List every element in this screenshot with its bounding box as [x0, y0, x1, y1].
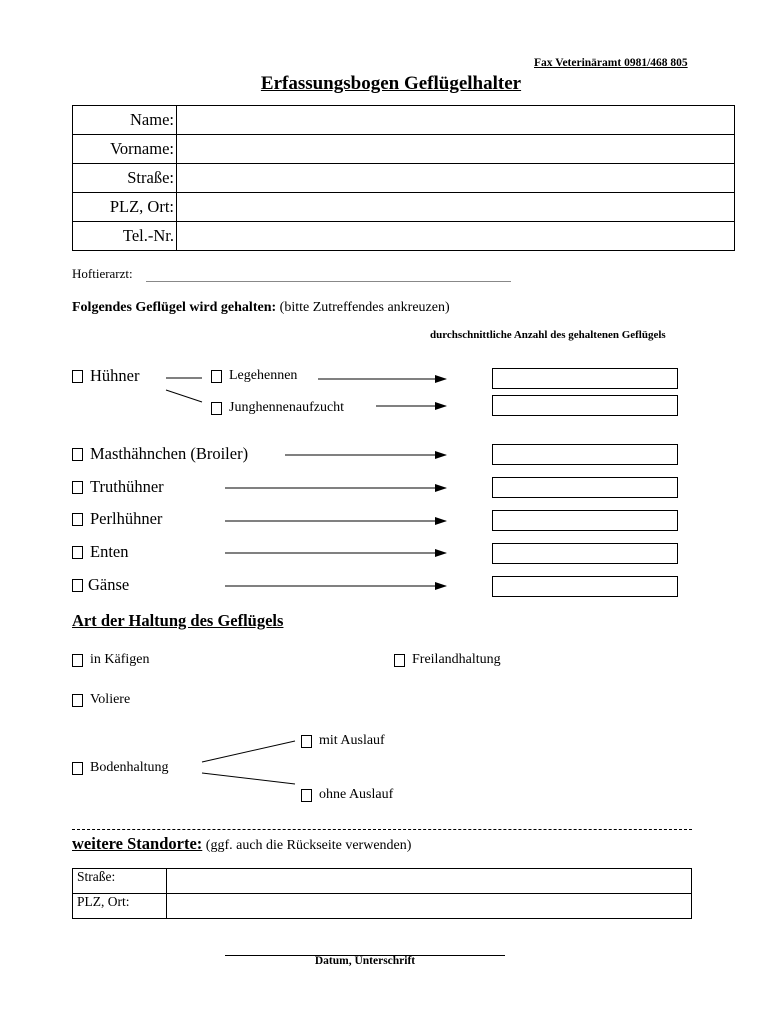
signature-label: Datum, Unterschrift: [314, 955, 416, 967]
page-title: Erfassungsbogen Geflügelhalter: [260, 73, 522, 94]
truthuehner-label: Truthühner: [90, 477, 164, 496]
voliere-checkbox[interactable]: [72, 694, 83, 707]
ohne-auslauf-label: ohne Auslauf: [319, 787, 394, 802]
freiland-option: [394, 652, 501, 668]
gaense-count-field[interactable]: [492, 576, 678, 597]
masthaehnchen-count-field[interactable]: [492, 444, 678, 465]
kaefige-option: [72, 652, 149, 668]
locations-table: [72, 868, 692, 919]
locations-heading: weitere Standorte:: [72, 834, 203, 853]
perlhuehner-option: [72, 509, 162, 529]
gaense-label: Gänse: [88, 575, 130, 594]
location-row-strasse: [73, 869, 692, 894]
poultry-intro-note: (bitte Zutreffendes ankreuzen): [279, 300, 450, 315]
gaense-option: [72, 575, 129, 595]
boden-checkbox[interactable]: [72, 762, 83, 775]
huehner-label: Hühner: [90, 366, 140, 385]
kaefige-label: in Käfigen: [90, 652, 150, 667]
strasse-label: Straße:: [73, 164, 177, 193]
location-plz-ort-field[interactable]: [167, 894, 692, 919]
voliere-option: [72, 692, 130, 708]
count-header: durchschnittliche Anzahl des gehaltenen Geflügels: [430, 329, 666, 341]
junghennen-label: Junghennenaufzucht: [229, 400, 345, 415]
mit-auslauf-checkbox[interactable]: [301, 735, 312, 748]
enten-option: [72, 542, 129, 562]
perlhuehner-label: Perlhühner: [90, 509, 163, 528]
enten-count-field[interactable]: [492, 543, 678, 564]
poultry-intro-bold: Folgendes Geflügel wird gehalten:: [72, 300, 277, 315]
vorname-label: Vorname:: [73, 135, 177, 164]
legehennen-option: [211, 368, 297, 384]
boden-connector-mit: [202, 741, 295, 762]
truthuehner-option: [72, 477, 164, 497]
junghennen-option: [211, 400, 344, 416]
boden-connector-ohne: [202, 773, 295, 784]
enten-checkbox[interactable]: [72, 546, 83, 559]
junghennen-count-field[interactable]: [492, 395, 678, 416]
truthuehner-checkbox[interactable]: [72, 481, 83, 494]
truthuehner-count-field[interactable]: [492, 477, 678, 498]
junghennen-checkbox[interactable]: [211, 402, 222, 415]
boden-label: Bodenhaltung: [90, 760, 169, 775]
voliere-label: Voliere: [90, 692, 131, 707]
boden-option: [72, 760, 169, 776]
housing-heading: Art der Haltung des Geflügels: [72, 611, 284, 630]
freiland-label: Freilandhaltung: [412, 652, 501, 667]
legehennen-count-field[interactable]: [492, 368, 678, 389]
perlhuehner-checkbox[interactable]: [72, 513, 83, 526]
locations-heading-line: [72, 834, 411, 854]
section-divider: [72, 829, 692, 830]
locations-note: (ggf. auch die Rückseite verwenden): [205, 838, 412, 853]
name-label: Name:: [73, 106, 177, 135]
vet-label: Hoftierarzt:: [72, 266, 133, 281]
location-row-plz-ort: [73, 894, 692, 919]
huehner-checkbox[interactable]: [72, 370, 83, 383]
masthaehnchen-label: Masthähnchen (Broiler): [90, 444, 249, 463]
fax-number: Fax Veterinäramt 0981/468 805: [534, 57, 688, 69]
plz-ort-label: PLZ, Ort:: [73, 193, 177, 222]
gaense-checkbox[interactable]: [72, 579, 83, 592]
kaefige-checkbox[interactable]: [72, 654, 83, 667]
huehner-connector-junghennen: [166, 390, 202, 402]
ohne-auslauf-checkbox[interactable]: [301, 789, 312, 802]
location-strasse-field[interactable]: [167, 869, 692, 894]
telefon-label: Tel.-Nr.: [73, 222, 177, 251]
masthaehnchen-checkbox[interactable]: [72, 448, 83, 461]
mit-auslauf-option: [301, 733, 385, 749]
perlhuehner-count-field[interactable]: [492, 510, 678, 531]
location-strasse-label: Straße:: [73, 869, 167, 894]
freiland-checkbox[interactable]: [394, 654, 405, 667]
huehner-option: [72, 366, 139, 386]
ohne-auslauf-option: [301, 787, 393, 803]
masthaehnchen-option: [72, 444, 248, 464]
location-plz-ort-label: PLZ, Ort:: [73, 894, 167, 919]
legehennen-checkbox[interactable]: [211, 370, 222, 383]
enten-label: Enten: [90, 542, 129, 561]
mit-auslauf-label: mit Auslauf: [319, 733, 385, 748]
legehennen-label: Legehennen: [229, 368, 298, 383]
